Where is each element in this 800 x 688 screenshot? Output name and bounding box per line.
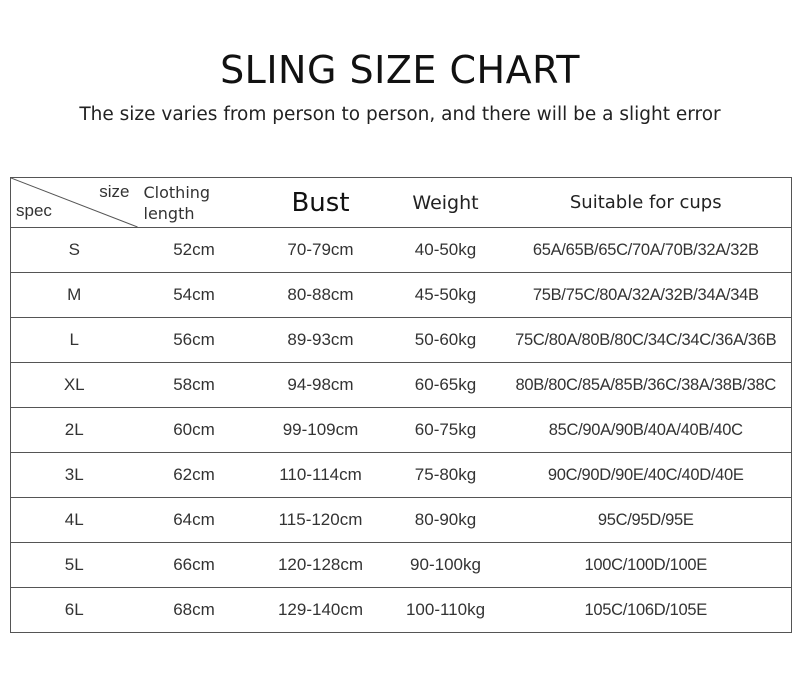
corner-spec-label: spec (16, 201, 52, 220)
weight-cell: 40-50kg (391, 228, 501, 273)
size-cell: M (11, 273, 138, 318)
cups-cell: 80B/80C/85A/85B/36C/38A/38B/38C (501, 363, 792, 408)
size-cell: 2L (11, 408, 138, 453)
weight-cell: 90-100kg (391, 543, 501, 588)
table-row (11, 318, 792, 363)
cups-cell: 75B/75C/80A/32A/32B/34A/34B (501, 273, 792, 318)
weight-cell: 50-60kg (391, 318, 501, 363)
length-cell: 66cm (138, 543, 251, 588)
bust-cell: 94-98cm (251, 363, 391, 408)
cups-cell: 90C/90D/90E/40C/40D/40E (501, 453, 792, 498)
bust-cell: 129-140cm (251, 588, 391, 633)
length-cell: 68cm (138, 588, 251, 633)
size-cell: 5L (11, 543, 138, 588)
size-chart-table (10, 177, 792, 633)
table-row (11, 453, 792, 498)
bust-cell: 89-93cm (251, 318, 391, 363)
weight-cell: 60-75kg (391, 408, 501, 453)
size-cell: L (11, 318, 138, 363)
cups-cell: 105C/106D/105E (501, 588, 792, 633)
cups-cell: 65A/65B/65C/70A/70B/32A/32B (501, 228, 792, 273)
length-cell: 54cm (138, 273, 251, 318)
table-row (11, 543, 792, 588)
table-row (11, 363, 792, 408)
length-cell: 64cm (138, 498, 251, 543)
weight-header: Weight (391, 178, 501, 228)
weight-cell: 75-80kg (391, 453, 501, 498)
clothing-header-line2: length (143, 203, 195, 223)
table-row (11, 588, 792, 633)
weight-cell: 100-110kg (391, 588, 501, 633)
bust-cell: 70-79cm (251, 228, 391, 273)
chart-title: SLING SIZE CHART (220, 48, 580, 92)
length-cell: 56cm (138, 318, 251, 363)
table-row (11, 228, 792, 273)
table-row (11, 273, 792, 318)
weight-cell: 60-65kg (391, 363, 501, 408)
length-cell: 62cm (138, 453, 251, 498)
size-cell: 4L (11, 498, 138, 543)
size-cell: XL (11, 363, 138, 408)
length-cell: 60cm (138, 408, 251, 453)
bust-cell: 115-120cm (251, 498, 391, 543)
cups-cell: 85C/90A/90B/40A/40B/40C (501, 408, 792, 453)
cups-header: Suitable for cups (501, 178, 792, 228)
size-cell: S (11, 228, 138, 273)
corner-size-label: size (99, 182, 130, 201)
chart-subtitle: The size varies from person to person, and there will be a slight error (79, 104, 721, 125)
header-row (11, 178, 792, 228)
table-row (11, 498, 792, 543)
clothing-header-line1: Clothing (143, 182, 211, 202)
cups-cell: 75C/80A/80B/80C/34C/34C/36A/36B (501, 318, 792, 363)
bust-header: Bust (251, 178, 391, 228)
bust-cell: 80-88cm (251, 273, 391, 318)
table-row (11, 408, 792, 453)
bust-cell: 110-114cm (251, 453, 391, 498)
cups-cell: 100C/100D/100E (501, 543, 792, 588)
bust-cell: 120-128cm (251, 543, 391, 588)
corner-header-cell (11, 178, 138, 228)
cups-cell: 95C/95D/95E (501, 498, 792, 543)
length-cell: 58cm (138, 363, 251, 408)
clothing-length-header (138, 178, 251, 228)
size-cell: 3L (11, 453, 138, 498)
weight-cell: 80-90kg (391, 498, 501, 543)
bust-cell: 99-109cm (251, 408, 391, 453)
weight-cell: 45-50kg (391, 273, 501, 318)
length-cell: 52cm (138, 228, 251, 273)
size-cell: 6L (11, 588, 138, 633)
